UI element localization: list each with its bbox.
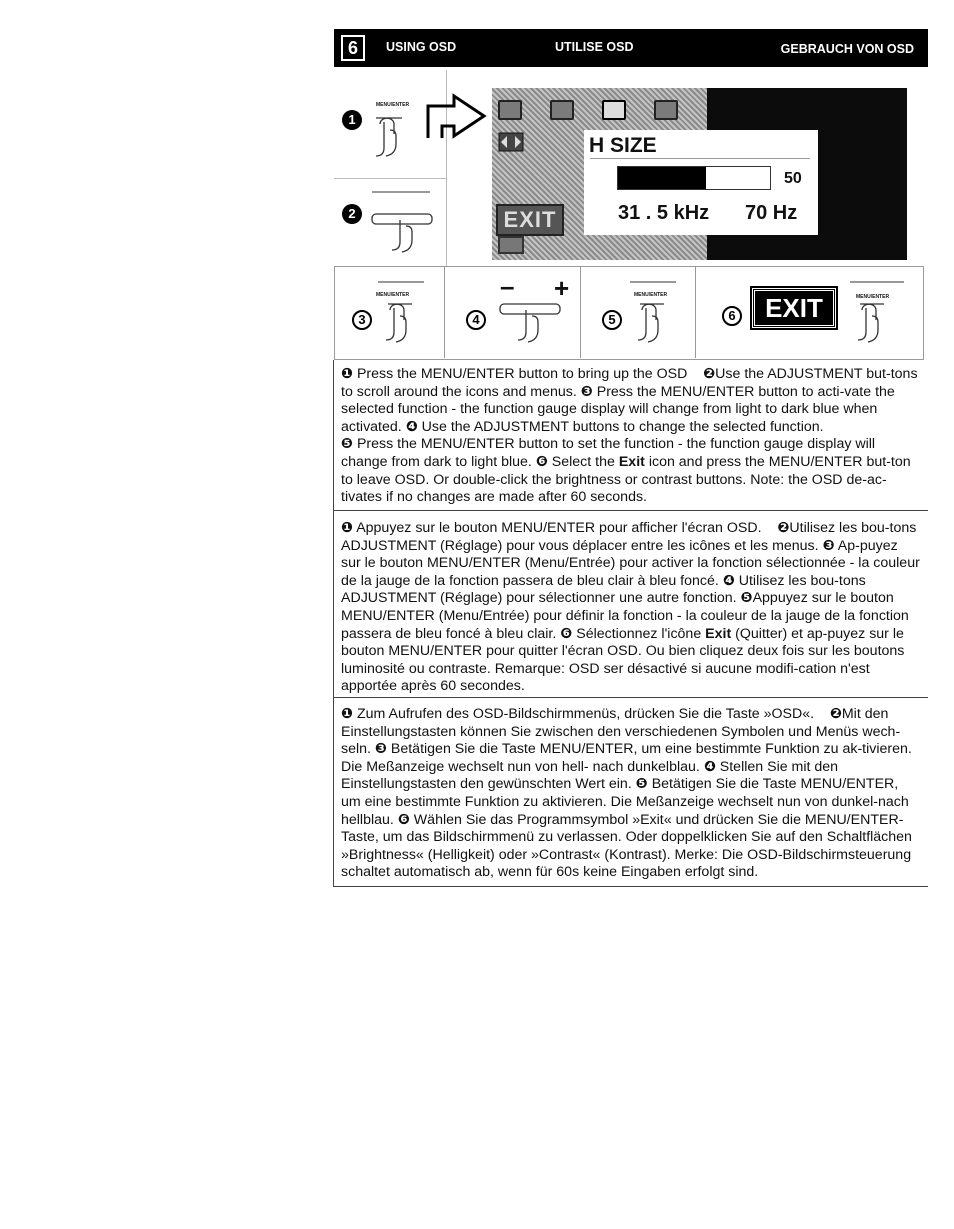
vertical-frequency: 70 Hz: [745, 202, 798, 224]
menu-enter-label: MENU/ENTER: [376, 102, 410, 108]
title-german: GEBRAUCH VON OSD: [780, 42, 914, 56]
step-3-marker: 3: [352, 310, 372, 330]
divider: [590, 158, 810, 159]
en-step-2: Use the ADJUSTMENT but-tons to scroll around the icons and menus.: [341, 366, 918, 400]
finger-press-icon: [374, 280, 434, 354]
osd-screen: [492, 88, 907, 260]
adjustment-buttons-icon: [494, 298, 564, 356]
position-icon: [654, 100, 678, 120]
de-step-6: Wählen Sie das Programmsymbol »Exit« und drücken Sie die MENU/ENTER-Taste, um das Bildschirmmenü zu verlassen. Oder doppelklicken Sie auf den Schaltflächen »Brightness« (Helligkeit) oder »Contrast« (Kontrast). Merke: Die OSD-Bildschirmsteuerung schaltet automatisch ab, wenn für 60s keine Eingaben erfolgt sind.: [341, 811, 912, 881]
en-step-4: Use the ADJUSTMENT buttons to change the selected function.: [421, 418, 824, 435]
de-step-5: Betätigen Sie die Taste MENU/ENTER, um eine bestimmte Funktion zu aktivieren. Die Meßanzeige wechselt nun von dunkel-nach hellblau.: [341, 776, 909, 828]
fr-step-6a: Sélectionnez l'icône: [576, 625, 702, 642]
title-french: UTILISE OSD: [555, 40, 634, 54]
left-rule: [333, 360, 334, 887]
de-step-4: Stellen Sie mit den Einstellungstasten den gewünschten Wert ein.: [341, 758, 839, 793]
section-header: [334, 29, 928, 67]
menu-enter-label: MENU/ENTER: [856, 294, 890, 300]
exit-icon: EXIT: [752, 288, 836, 328]
plus-sign: +: [554, 273, 570, 303]
fr-step-4: Utilisez les bou-tons ADJUSTMENT (Réglage) pour sélectionner une autre fonction.: [341, 572, 866, 607]
menu-enter-label: MENU/ENTER: [376, 292, 410, 298]
figure-divider: [444, 266, 445, 358]
contrast-icon: [550, 100, 574, 120]
horizontal-frequency: 31 . 5 kHz: [618, 202, 710, 224]
hsize-title: H SIZE: [589, 134, 657, 157]
finger-press-icon: [366, 108, 426, 164]
brightness-icon: [498, 100, 522, 120]
hsize-gauge: [617, 166, 771, 190]
en-step-6a: Select the: [551, 453, 615, 470]
section-number: 6: [341, 35, 365, 61]
gauge-fill: [618, 167, 706, 189]
title-english: USING OSD: [386, 40, 457, 54]
adjustment-buttons-icon: [366, 188, 436, 258]
hsize-dialog: [584, 130, 818, 235]
osd-small-icon: [498, 236, 524, 254]
gauge-value: 50: [784, 170, 802, 187]
hsize-arrows-icon: [498, 132, 524, 152]
fr-step-6c: (Quitter) et ap-puyez sur le bouton MENU/ENTER pour quitter l'écran OSD. Ou bien cliquez deux fois sur les boutons luminosité ou contraste. Remarque: OSD ser désactivé si aucune modifi-cation n'est apportée après 60 secondes.: [341, 625, 905, 695]
fr-step-2: Utilisez les bou-tons ADJUSTMENT (Réglage) pour vous déplacer entre les icônes et les menus.: [341, 520, 917, 554]
separator: [334, 886, 928, 887]
fr-step-5: Appuyez sur le bouton MENU/ENTER (Menu/Entrée) pour définir la fonction - la couleur de la jauge de la fonction passera de bleu foncé à bleu clair.: [341, 590, 909, 642]
step-5-marker: 5: [602, 310, 622, 330]
separator: [334, 510, 928, 511]
size-icon: [602, 100, 626, 120]
fr-step-1: Appuyez sur le bouton MENU/ENTER pour afficher l'écran OSD.: [356, 520, 762, 536]
step-4-marker: 4: [466, 310, 486, 330]
english-instructions: ❶ Press the MENU/ENTER button to bring up the OSD ❷Use the ADJUSTMENT but-tons to scroll around the icons and menus. ❸ Press the MENU/ENTER button to acti-vate the selected function - the function gauge display will change from light to dark blue when activated. ❹ Use the ADJUSTMENT buttons to change the selected function. ❺ Press the MENU/ENTER button to set the function - the function gauge display will change from dark to light blue. ❻ Select the Exit icon and press the MENU/ENTER but-ton to leave OSD. Or double-click the brightness or contrast buttons. Note: the OSD de-ac-tivates if no changes are made after 60 seconds.: [341, 366, 918, 506]
minus-sign: –: [500, 271, 515, 301]
en-step-3: Press the MENU/ENTER button to acti-vate the selected function - the function gauge display will change from light to dark blue when activated.: [341, 383, 895, 435]
de-step-1: Zum Aufrufen des OSD-Bildschirmmenüs, drücken Sie die Taste »OSD«.: [356, 706, 815, 722]
step-2-marker: 2: [342, 204, 362, 224]
german-instructions: ❶ Zum Aufrufen des OSD-Bildschirmmenüs, drücken Sie die Taste »OSD«. ❷Mit den Einstellungstasten können Sie zwischen den verschiedenen Symbolen und Menüs wech-seln. ❸ Betätigen Sie die Taste MENU/ENTER, um eine bestimmte Funktion zu ak-tivieren. Die Meßanzeige wechselt nun von hell- nach dunkelblau. ❹ Stellen Sie mit den Einstellungstasten den gewünschten Wert ein. ❺ Betätigen Sie die Taste MENU/ENTER, um eine bestimmte Funktion zu aktivieren. Die Meßanzeige wechselt nun von dunkel-nach hellblau. ❻ Wählen Sie das Programmsymbol »Exit« und drücken Sie die MENU/ENTER-Taste, um das Bildschirmmenü zu verlassen. Oder doppelklicken Sie auf den Schaltflächen »Brightness« (Helligkeit) oder »Contrast« (Kontrast). Merke: Die OSD-Bildschirmsteuerung schaltet automatisch ab, wenn für 60s keine Eingaben erfolgt sind.: [341, 706, 912, 881]
en-exit-bold: Exit: [618, 453, 645, 470]
de-step-3: Betätigen Sie die Taste MENU/ENTER, um eine bestimmte Funktion zu ak-tivieren. Die Meßanzeige wechselt nun von hell- nach dunkelblau.: [341, 741, 912, 775]
osd-exit-icon: EXIT: [496, 204, 564, 236]
figure-divider: [695, 266, 696, 358]
finger-press-icon: [846, 280, 912, 354]
french-instructions: ❶ Appuyez sur le bouton MENU/ENTER pour afficher l'écran OSD. ❷Utilisez les bou-tons ADJUSTMENT (Réglage) pour vous déplacer entre les icônes et les menus. ❸ Ap-puyez sur le bouton MENU/ENTER (Menu/Entrée) pour activer la fonction sélectionnée - la couleur de la jauge de la fonction passera de bleu clair à bleu foncé. ❹ Utilisez les bou-tons ADJUSTMENT (Réglage) pour sélectionner une autre fonction. ❺Appuyez sur le bouton MENU/ENTER (Menu/Entrée) pour définir la fonction - la couleur de la jauge de la fonction passera de bleu foncé à bleu clair. ❻ Sélectionnez l'icône Exit (Quitter) et ap-puyez sur le bouton MENU/ENTER pour quitter l'écran OSD. Ou bien cliquez deux fois sur les boutons luminosité ou contraste. Remarque: OSD ser désactivé si aucune modifi-cation n'est apportée après 60 secondes.: [341, 520, 920, 695]
fr-step-3: Ap-puyez sur le bouton MENU/ENTER (Menu/Entrée) pour activer la fonction sélectionnée - la couleur de la jauge de la fonction passera de bleu clair à bleu foncé.: [341, 537, 920, 589]
en-step-6c: icon and press the MENU/ENTER but-ton to leave OSD. Or double-click the brightness or contrast buttons. Note: the OSD de-ac-tivates if no changes are made after 60 seconds.: [341, 453, 911, 506]
en-step-1: Press the MENU/ENTER button to bring up the OSD: [356, 366, 688, 382]
fr-exit-bold: Exit: [705, 625, 732, 642]
en-step-5: Press the MENU/ENTER button to set the function - the function gauge display will change from dark to light blue.: [341, 436, 876, 470]
step-1-marker: 1: [342, 110, 362, 130]
step-6-marker: 6: [722, 306, 742, 326]
osd-figure: [334, 70, 924, 360]
de-step-2: Mit den Einstellungstasten können Sie zwischen den verschiedenen Symbolen und Menüs wech-seln.: [341, 706, 901, 758]
separator: [334, 697, 928, 698]
arrow-right-icon: [420, 88, 490, 148]
figure-divider: [580, 266, 581, 358]
finger-press-icon: [626, 280, 686, 354]
menu-enter-label: MENU/ENTER: [634, 292, 668, 298]
osd-icon-row: [492, 88, 907, 128]
